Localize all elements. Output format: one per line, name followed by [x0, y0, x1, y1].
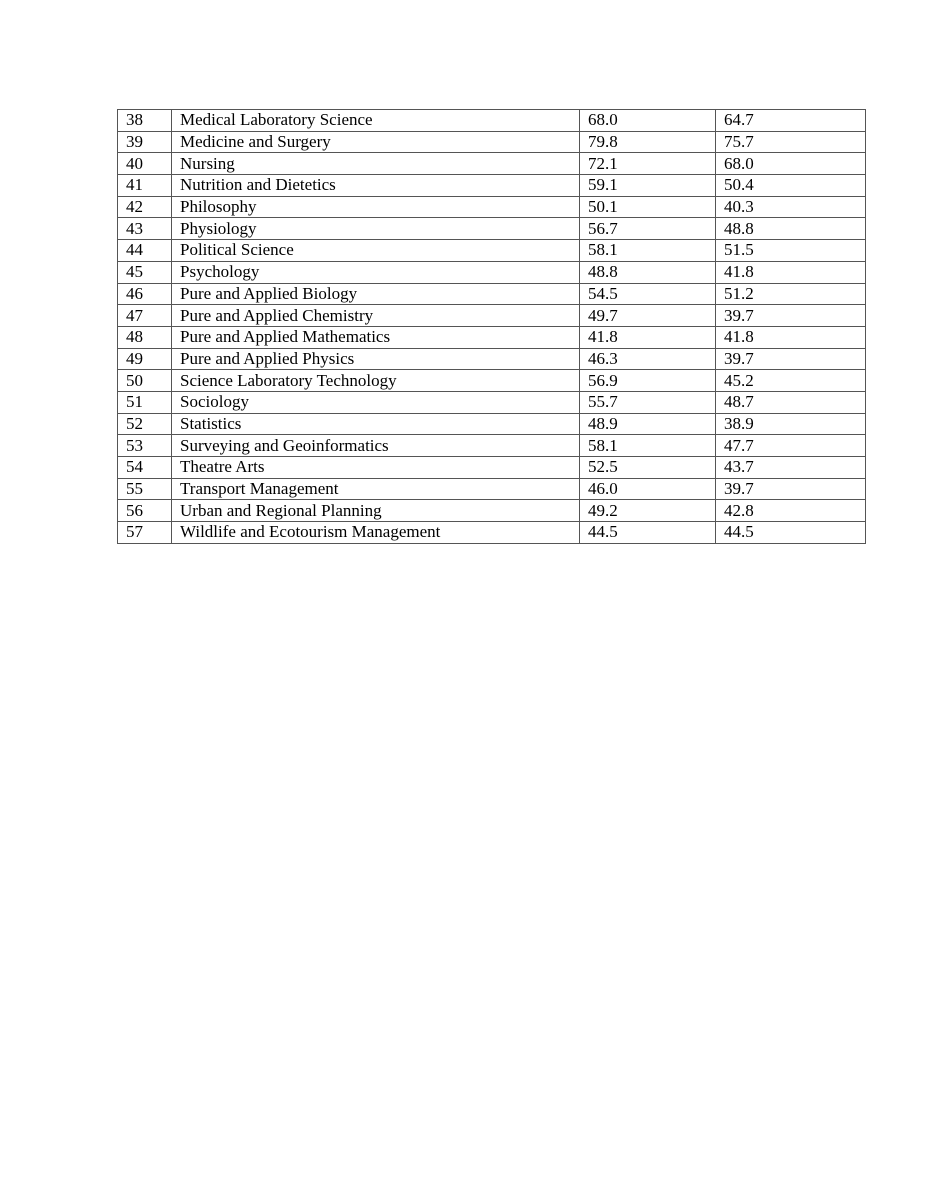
value-1-cell: 52.5: [580, 457, 716, 479]
table-row: [118, 131, 866, 153]
value-2-cell: 51.5: [716, 240, 866, 262]
row-number-cell: 45: [118, 261, 172, 283]
course-name-cell: Urban and Regional Planning: [172, 500, 580, 522]
table-row: [118, 370, 866, 392]
row-number-cell: 42: [118, 196, 172, 218]
row-number-cell: 54: [118, 457, 172, 479]
course-name-cell: Medical Laboratory Science: [172, 110, 580, 132]
table-row: [118, 500, 866, 522]
value-2-cell: 41.8: [716, 326, 866, 348]
value-1-cell: 72.1: [580, 153, 716, 175]
course-name-cell: Pure and Applied Chemistry: [172, 305, 580, 327]
table-row: [118, 305, 866, 327]
table-row: [118, 478, 866, 500]
value-1-cell: 46.0: [580, 478, 716, 500]
row-number-cell: 39: [118, 131, 172, 153]
value-1-cell: 68.0: [580, 110, 716, 132]
value-2-cell: 51.2: [716, 283, 866, 305]
value-2-cell: 48.7: [716, 391, 866, 413]
row-number-cell: 43: [118, 218, 172, 240]
table-body: [118, 110, 866, 544]
value-1-cell: 56.7: [580, 218, 716, 240]
table-row: [118, 413, 866, 435]
value-2-cell: 40.3: [716, 196, 866, 218]
table-row: [118, 522, 866, 544]
row-number-cell: 48: [118, 326, 172, 348]
course-name-cell: Statistics: [172, 413, 580, 435]
value-2-cell: 75.7: [716, 131, 866, 153]
value-2-cell: 42.8: [716, 500, 866, 522]
table-row: [118, 283, 866, 305]
value-1-cell: 56.9: [580, 370, 716, 392]
value-1-cell: 48.9: [580, 413, 716, 435]
course-name-cell: Nursing: [172, 153, 580, 175]
value-1-cell: 50.1: [580, 196, 716, 218]
value-1-cell: 44.5: [580, 522, 716, 544]
value-1-cell: 59.1: [580, 175, 716, 197]
row-number-cell: 51: [118, 391, 172, 413]
value-2-cell: 39.7: [716, 348, 866, 370]
value-1-cell: 58.1: [580, 240, 716, 262]
value-2-cell: 64.7: [716, 110, 866, 132]
row-number-cell: 49: [118, 348, 172, 370]
value-1-cell: 48.8: [580, 261, 716, 283]
value-2-cell: 41.8: [716, 261, 866, 283]
course-name-cell: Sociology: [172, 391, 580, 413]
value-2-cell: 43.7: [716, 457, 866, 479]
row-number-cell: 56: [118, 500, 172, 522]
value-1-cell: 49.7: [580, 305, 716, 327]
row-number-cell: 53: [118, 435, 172, 457]
value-2-cell: 39.7: [716, 478, 866, 500]
table-row: [118, 391, 866, 413]
value-2-cell: 47.7: [716, 435, 866, 457]
row-number-cell: 57: [118, 522, 172, 544]
table-row: [118, 240, 866, 262]
course-name-cell: Political Science: [172, 240, 580, 262]
value-2-cell: 50.4: [716, 175, 866, 197]
value-2-cell: 39.7: [716, 305, 866, 327]
table-row: [118, 196, 866, 218]
value-1-cell: 46.3: [580, 348, 716, 370]
table-row: [118, 435, 866, 457]
course-name-cell: Physiology: [172, 218, 580, 240]
course-name-cell: Transport Management: [172, 478, 580, 500]
table-row: [118, 153, 866, 175]
value-2-cell: 44.5: [716, 522, 866, 544]
value-1-cell: 58.1: [580, 435, 716, 457]
table-row: [118, 326, 866, 348]
course-name-cell: Pure and Applied Biology: [172, 283, 580, 305]
table-row: [118, 348, 866, 370]
value-2-cell: 48.8: [716, 218, 866, 240]
table-row: [118, 218, 866, 240]
value-1-cell: 79.8: [580, 131, 716, 153]
row-number-cell: 41: [118, 175, 172, 197]
value-2-cell: 45.2: [716, 370, 866, 392]
table-row: [118, 175, 866, 197]
value-1-cell: 55.7: [580, 391, 716, 413]
value-1-cell: 41.8: [580, 326, 716, 348]
course-name-cell: Nutrition and Dietetics: [172, 175, 580, 197]
row-number-cell: 52: [118, 413, 172, 435]
course-name-cell: Medicine and Surgery: [172, 131, 580, 153]
table-row: [118, 457, 866, 479]
value-1-cell: 49.2: [580, 500, 716, 522]
value-2-cell: 38.9: [716, 413, 866, 435]
course-name-cell: Pure and Applied Mathematics: [172, 326, 580, 348]
table-row: [118, 261, 866, 283]
course-name-cell: Philosophy: [172, 196, 580, 218]
course-name-cell: Psychology: [172, 261, 580, 283]
value-1-cell: 54.5: [580, 283, 716, 305]
course-name-cell: Science Laboratory Technology: [172, 370, 580, 392]
row-number-cell: 40: [118, 153, 172, 175]
value-2-cell: 68.0: [716, 153, 866, 175]
course-name-cell: Wildlife and Ecotourism Management: [172, 522, 580, 544]
row-number-cell: 44: [118, 240, 172, 262]
row-number-cell: 50: [118, 370, 172, 392]
row-number-cell: 38: [118, 110, 172, 132]
course-name-cell: Theatre Arts: [172, 457, 580, 479]
row-number-cell: 55: [118, 478, 172, 500]
course-score-table: [117, 109, 866, 544]
row-number-cell: 46: [118, 283, 172, 305]
row-number-cell: 47: [118, 305, 172, 327]
course-name-cell: Surveying and Geoinformatics: [172, 435, 580, 457]
course-name-cell: Pure and Applied Physics: [172, 348, 580, 370]
table-row: [118, 110, 866, 132]
